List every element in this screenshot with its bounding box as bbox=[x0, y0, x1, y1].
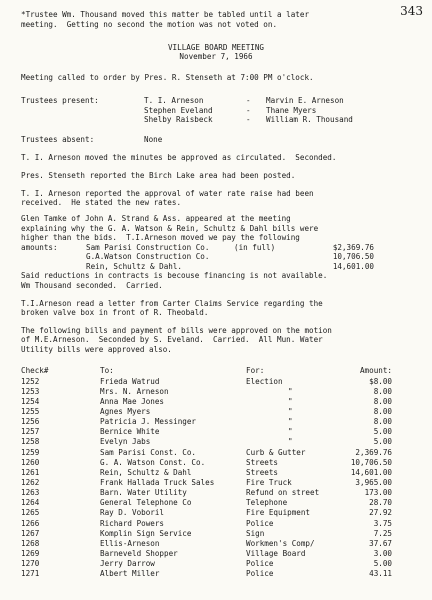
purpose: Village Board bbox=[246, 549, 306, 559]
check-number: 1270 bbox=[21, 559, 40, 569]
col-header-for: For: bbox=[246, 366, 265, 375]
amount-value: 14,601.00 bbox=[332, 261, 374, 271]
bills-line-2: of M.E.Arneson. Seconded by S. Eveland. Carried. All Mun. Water bbox=[21, 335, 323, 344]
payee: Agnes Myers bbox=[100, 406, 151, 416]
purpose: Telephone bbox=[246, 498, 288, 508]
bills-line-3: Utility bills were approved also. bbox=[21, 344, 172, 354]
amount: 27.92 bbox=[369, 508, 392, 518]
amount: 43.11 bbox=[369, 569, 392, 579]
purpose: Police bbox=[246, 518, 274, 528]
purpose: Election bbox=[246, 376, 283, 386]
purpose: Streets bbox=[246, 467, 279, 477]
amount: 3,965.00 bbox=[355, 478, 392, 487]
payee: Jerry Darrow bbox=[100, 559, 155, 569]
payee: Frank Hallada Truck Sales bbox=[100, 478, 215, 487]
trustees-absent-label: Trustees absent: bbox=[21, 135, 95, 144]
birch-lake-report: Pres. Stenseth reported the Birch Lake area had been posted. bbox=[21, 170, 296, 180]
tamke-line-4: amounts: bbox=[21, 242, 58, 252]
purpose: " bbox=[288, 386, 293, 396]
check-number: 1257 bbox=[21, 427, 40, 437]
amount: 37.67 bbox=[369, 538, 392, 548]
payee: Rein, Schultz & Dahl bbox=[100, 467, 192, 477]
amount: 3.75 bbox=[373, 518, 392, 528]
purpose: Fire Truck bbox=[246, 478, 292, 487]
check-number: 1265 bbox=[21, 508, 40, 518]
purpose: Workmen's Comp/ bbox=[246, 538, 315, 548]
tamke-line-1: Glen Tamke of John A. Strand & Ass. appeared at the meeting bbox=[21, 214, 291, 223]
bills-line-1: The following bills and payment of bills were approved on the motion bbox=[21, 325, 332, 335]
payee: Barneveld Shopper bbox=[100, 549, 178, 559]
check-number: 1256 bbox=[21, 417, 40, 427]
dash: - bbox=[246, 96, 251, 105]
check-number: 1266 bbox=[21, 518, 40, 528]
amount: 8.00 bbox=[373, 406, 392, 416]
check-number: 1268 bbox=[21, 538, 40, 548]
amount: 3.00 bbox=[373, 549, 392, 559]
purpose: Police bbox=[246, 569, 274, 579]
check-number: 1261 bbox=[21, 467, 40, 477]
trustee-present: T. I. Arneson bbox=[144, 96, 204, 105]
amount: 14,601.00 bbox=[350, 467, 392, 477]
page-number: 343 bbox=[400, 4, 423, 18]
meeting-date: November 7, 1966 bbox=[179, 52, 253, 61]
check-number: 1267 bbox=[21, 528, 40, 538]
check-number: 1269 bbox=[21, 549, 40, 559]
check-number: 1271 bbox=[21, 569, 40, 579]
payee: Anna Mae Jones bbox=[100, 396, 165, 406]
dash: - bbox=[246, 115, 251, 124]
purpose: Refund on street bbox=[246, 488, 320, 498]
amount-name: Sam Parisi Construction Co. bbox=[86, 242, 210, 252]
amount: 8.00 bbox=[373, 386, 392, 396]
trustee-present: Shelby Raisbeck bbox=[144, 115, 213, 124]
purpose: Curb & Gutter bbox=[246, 447, 306, 457]
letter-line-1: T.I.Arneson read a letter from Carter Claims Service regarding the bbox=[21, 298, 323, 308]
amount-value: 10,706.50 bbox=[332, 252, 374, 261]
check-number: 1259 bbox=[21, 447, 40, 457]
amount-name: G.A.Watson Construction Co. bbox=[86, 252, 210, 261]
payee: Richard Powers bbox=[100, 518, 165, 528]
purpose: " bbox=[288, 427, 293, 437]
payee: Sam Parisi Const. Co. bbox=[100, 447, 197, 457]
payee: Bernice White bbox=[100, 427, 160, 437]
col-header-to: To: bbox=[100, 366, 114, 375]
amount: 7.25 bbox=[373, 528, 392, 538]
check-number: 1254 bbox=[21, 396, 40, 406]
trustees-absent-value: None bbox=[144, 135, 163, 144]
amount: 8.00 bbox=[373, 396, 392, 406]
payee: Barn. Water Utility bbox=[100, 488, 187, 498]
purpose: Police bbox=[246, 559, 274, 569]
col-header-amount: Amount: bbox=[359, 366, 392, 375]
tabled-note-line-1: *Trustee Wm. Thousand moved this matter be tabled until a later bbox=[21, 10, 310, 19]
payee: Mrs. N. Arneson bbox=[100, 386, 169, 396]
trustee-present: Stephen Eveland bbox=[144, 105, 213, 115]
trustee-present: William R. Thousand bbox=[266, 115, 353, 124]
amount: 8.00 bbox=[373, 417, 392, 427]
payee: Ellis-Arneson bbox=[100, 538, 160, 548]
check-number: 1264 bbox=[21, 498, 40, 508]
payee: G. A. Watson Const. Co. bbox=[100, 457, 206, 467]
check-number: 1260 bbox=[21, 457, 40, 467]
check-number: 1262 bbox=[21, 478, 40, 487]
reductions-line-1: Said reductions in contracts is becouse financing is not available. bbox=[21, 271, 328, 280]
purpose: " bbox=[288, 437, 293, 447]
meeting-title: VILLAGE BOARD MEETING bbox=[167, 43, 264, 52]
trustee-present: Thane Myers bbox=[266, 105, 317, 115]
amount: 2,369.76 bbox=[355, 447, 392, 457]
trustees-present-label: Trustees present: bbox=[21, 96, 99, 105]
amount-note: (in full) bbox=[234, 242, 276, 252]
purpose: " bbox=[288, 417, 293, 427]
call-to-order: Meeting called to order by Pres. R. Stenseth at 7:00 PM o'clock. bbox=[21, 73, 314, 82]
reductions-line-2: Wm Thousand seconded. Carried. bbox=[21, 280, 163, 290]
amount-name: Rein, Schultz & Dahl. bbox=[86, 261, 183, 271]
payee: General Telephone Co bbox=[100, 498, 192, 508]
purpose: Streets bbox=[246, 457, 279, 467]
tamke-line-3: higher than the bids. T.I.Arneson moved we pay the following bbox=[21, 233, 300, 242]
amount: 173.00 bbox=[364, 488, 392, 498]
payee: Frieda Watrud bbox=[100, 376, 160, 386]
payee: Albert Miller bbox=[100, 569, 160, 579]
minutes-approval: T. I. Arneson moved the minutes be approved as circulated. Seconded. bbox=[21, 153, 337, 162]
purpose: " bbox=[288, 406, 293, 416]
check-number: 1252 bbox=[21, 376, 40, 386]
amount: 28.70 bbox=[369, 498, 392, 508]
letter-line-2: broken valve box in front of R. Theobald. bbox=[21, 308, 209, 317]
amount: 5.00 bbox=[373, 559, 392, 569]
payee: Patricia J. Messinger bbox=[100, 417, 197, 427]
payee: Ray D. Voboril bbox=[100, 508, 165, 518]
amount: 5.00 bbox=[373, 437, 392, 447]
payee: Komplin Sign Service bbox=[100, 528, 192, 538]
amount: 5.00 bbox=[373, 427, 392, 437]
amount: $8.00 bbox=[369, 376, 392, 386]
dash: - bbox=[246, 105, 251, 115]
purpose: Sign bbox=[246, 528, 265, 538]
purpose: " bbox=[288, 396, 293, 406]
purpose: Fire Equipment bbox=[246, 508, 311, 518]
check-number: 1258 bbox=[21, 437, 40, 447]
amount-value: $2,369.76 bbox=[332, 242, 374, 252]
trustee-present: Marvin E. Arneson bbox=[266, 96, 344, 105]
check-number: 1253 bbox=[21, 386, 40, 396]
payee: Evelyn Jabs bbox=[100, 437, 151, 447]
amount: 10,706.50 bbox=[350, 457, 392, 467]
tamke-line-2: explaining why the G. A. Watson & Rein, Schultz & Dahl bills were bbox=[21, 223, 319, 233]
check-number: 1255 bbox=[21, 406, 40, 416]
tabled-note-line-2: meeting. Getting no second the motion was not voted on. bbox=[21, 19, 278, 29]
col-header-check: Check# bbox=[21, 366, 49, 375]
water-rate-line-1: T. I. Arneson reported the approval of water rate raise had been bbox=[21, 188, 314, 198]
water-rate-line-2: received. He stated the new rates. bbox=[21, 198, 182, 207]
check-number: 1263 bbox=[21, 488, 40, 498]
